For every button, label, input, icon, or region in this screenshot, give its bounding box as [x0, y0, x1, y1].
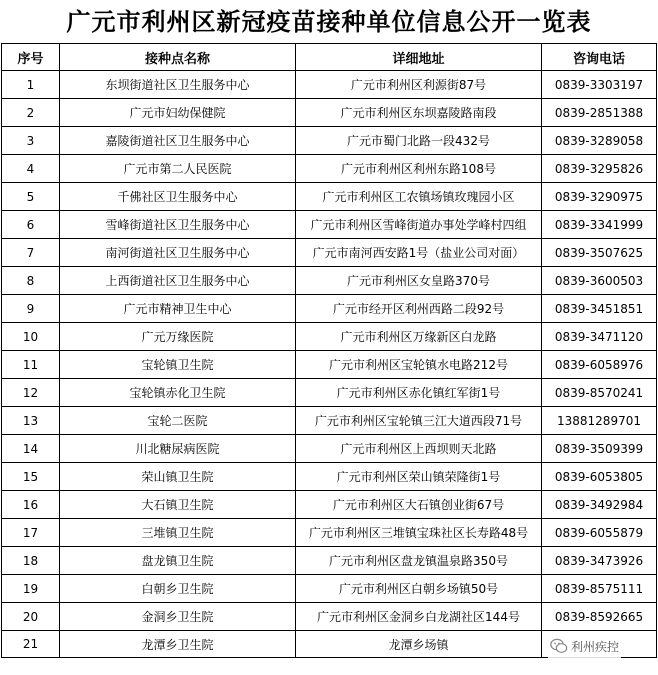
- site-address: 广元市蜀门北路一段432号: [296, 127, 542, 155]
- table-row: [2, 211, 657, 239]
- table-row: [2, 99, 657, 127]
- site-address: 广元市利州区白朝乡场镇50号: [296, 575, 542, 603]
- site-name: 广元万缘医院: [60, 323, 296, 351]
- site-name: 龙潭乡卫生院: [60, 631, 296, 658]
- row-number: 17: [2, 519, 60, 547]
- row-number: 9: [2, 295, 60, 323]
- site-phone: 0839-3471120: [542, 323, 657, 351]
- row-number: 12: [2, 379, 60, 407]
- table-row: [2, 435, 657, 463]
- site-phone: 0839-8570241: [542, 379, 657, 407]
- row-number: 13: [2, 407, 60, 435]
- row-number: 10: [2, 323, 60, 351]
- site-name: 广元市第二人民医院: [60, 155, 296, 183]
- table-row: [2, 603, 657, 631]
- row-number: 16: [2, 491, 60, 519]
- site-address: 广元市利州区赤化镇红军街1号: [296, 379, 542, 407]
- row-number: 21: [2, 631, 60, 658]
- site-address: 广元市利州区利源街87号: [296, 71, 542, 99]
- site-address: 广元市利州区东坝嘉陵路南段: [296, 99, 542, 127]
- row-number: 20: [2, 603, 60, 631]
- site-address: 广元市利州区万缘新区白龙路: [296, 323, 542, 351]
- site-address: 广元市南河西安路1号（盐业公司对面）: [296, 239, 542, 267]
- site-address: 广元市利州区宝轮镇水电路212号: [296, 351, 542, 379]
- site-phone: 0839-8575111: [542, 575, 657, 603]
- site-phone: 0839-3303197: [542, 71, 657, 99]
- row-number: 19: [2, 575, 60, 603]
- site-name: 南河街道社区卫生服务中心: [60, 239, 296, 267]
- site-address: 广元市利州区盘龙镇温泉路350号: [296, 547, 542, 575]
- table-row: [2, 575, 657, 603]
- table-row: [2, 127, 657, 155]
- table-row: [2, 155, 657, 183]
- row-number: 3: [2, 127, 60, 155]
- site-address: 广元市利州区金洞乡白龙湖社区144号: [296, 603, 542, 631]
- table-row: [2, 351, 657, 379]
- header-address: 详细地址: [296, 44, 542, 71]
- wechat-watermark: [548, 634, 621, 658]
- table-header-row: [2, 44, 657, 71]
- table-row: [2, 491, 657, 519]
- site-name: 金洞乡卫生院: [60, 603, 296, 631]
- table-row: [2, 239, 657, 267]
- site-address: 广元市利州区利州东路108号: [296, 155, 542, 183]
- site-address: 广元市利州区雪峰街道办事处学峰村四组: [296, 211, 542, 239]
- row-number: 11: [2, 351, 60, 379]
- row-number: 5: [2, 183, 60, 211]
- site-name: 荣山镇卫生院: [60, 463, 296, 491]
- table-row: [2, 407, 657, 435]
- site-phone: 0839-3289058: [542, 127, 657, 155]
- site-address: 广元市利州区三堆镇宝珠社区长寿路48号: [296, 519, 542, 547]
- site-name: 川北糖尿病医院: [60, 435, 296, 463]
- row-number: 18: [2, 547, 60, 575]
- site-phone: 0839-3295826: [542, 155, 657, 183]
- header-phone: 咨询电话: [542, 44, 657, 71]
- site-name: 宝轮镇赤化卫生院: [60, 379, 296, 407]
- site-name: 广元市妇幼保健院: [60, 99, 296, 127]
- site-address: 广元市利州区工农镇场镇玫瑰园小区: [296, 183, 542, 211]
- table-row: [2, 71, 657, 99]
- site-phone: 0839-8592665: [542, 603, 657, 631]
- watermark-text: 利州疾控: [571, 639, 620, 654]
- site-name: 东坝街道社区卫生服务中心: [60, 71, 296, 99]
- row-number: 4: [2, 155, 60, 183]
- table-row: [2, 379, 657, 407]
- site-phone: 0839-3451851: [542, 295, 657, 323]
- row-number: 1: [2, 71, 60, 99]
- row-number: 15: [2, 463, 60, 491]
- site-name: 嘉陵街道社区卫生服务中心: [60, 127, 296, 155]
- row-number: 14: [2, 435, 60, 463]
- site-address: 广元市利州区女皇路370号: [296, 267, 542, 295]
- site-name: 白朝乡卫生院: [60, 575, 296, 603]
- site-phone: 0839-6058976: [542, 351, 657, 379]
- site-name: 宝轮二医院: [60, 407, 296, 435]
- site-name: 大石镇卫生院: [60, 491, 296, 519]
- table-row: [2, 519, 657, 547]
- table-row: [2, 295, 657, 323]
- site-phone: 0839-3341999: [542, 211, 657, 239]
- table-row: [2, 463, 657, 491]
- site-phone: 13881289701: [542, 407, 657, 435]
- site-phone: 0839-6053805: [542, 463, 657, 491]
- site-phone: 0839-3600503: [542, 267, 657, 295]
- page-title: 广元市利州区新冠疫苗接种单位信息公开一览表: [66, 7, 592, 36]
- site-address: 广元市利州区宝轮镇三江大道西段71号: [296, 407, 542, 435]
- site-address: 广元市经开区利州西路二段92号: [296, 295, 542, 323]
- site-name: 上西街道社区卫生服务中心: [60, 267, 296, 295]
- site-name: 广元市精神卫生中心: [60, 295, 296, 323]
- wechat-icon: [550, 638, 568, 654]
- row-number: 7: [2, 239, 60, 267]
- row-number: 6: [2, 211, 60, 239]
- header-site-name: 接种点名称: [60, 44, 296, 71]
- site-address: 广元市利州区荣山镇荣隆街1号: [296, 463, 542, 491]
- vaccination-sites-table: [1, 43, 657, 658]
- header-no: 序号: [2, 44, 60, 71]
- site-phone: 0839-3507625: [542, 239, 657, 267]
- row-number: 2: [2, 99, 60, 127]
- site-name: 盘龙镇卫生院: [60, 547, 296, 575]
- site-phone: 0839-2851388: [542, 99, 657, 127]
- site-phone: 0839-6055879: [542, 519, 657, 547]
- site-phone: 0839-3509399: [542, 435, 657, 463]
- table-row: [2, 183, 657, 211]
- site-name: 雪峰街道社区卫生服务中心: [60, 211, 296, 239]
- site-name: 三堆镇卫生院: [60, 519, 296, 547]
- table-row: [2, 267, 657, 295]
- site-address: 龙潭乡场镇: [296, 631, 542, 658]
- site-name: 宝轮镇卫生院: [60, 351, 296, 379]
- site-address: 广元市利州区大石镇创业街67号: [296, 491, 542, 519]
- site-address: 广元市利州区上西坝则天北路: [296, 435, 542, 463]
- row-number: 8: [2, 267, 60, 295]
- site-phone: 0839-3290975: [542, 183, 657, 211]
- table-row: [2, 323, 657, 351]
- site-phone: 0839-3492984: [542, 491, 657, 519]
- table-row: [2, 547, 657, 575]
- site-name: 千佛社区卫生服务中心: [60, 183, 296, 211]
- site-phone: 0839-3473926: [542, 547, 657, 575]
